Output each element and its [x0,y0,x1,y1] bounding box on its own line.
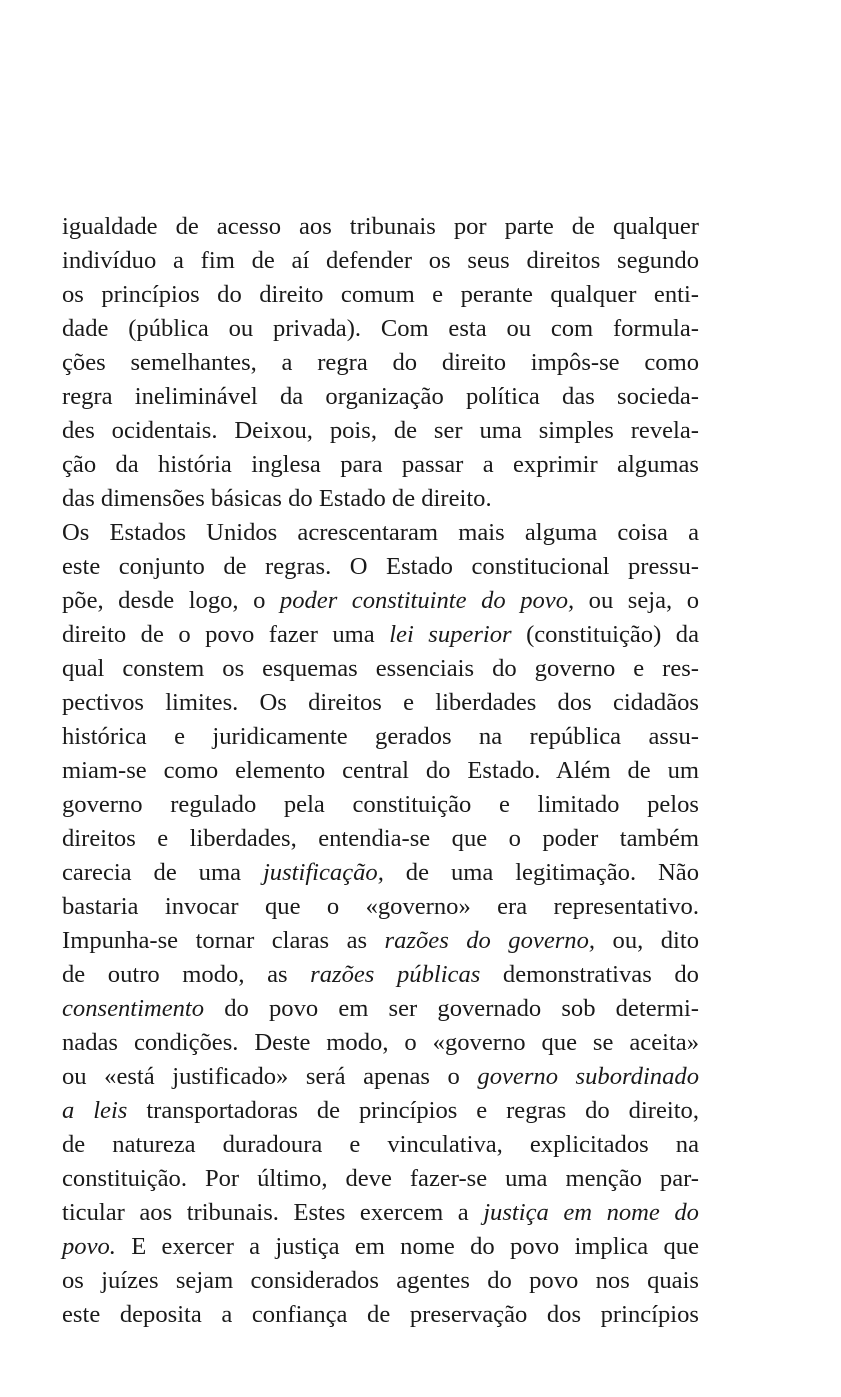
text-line [62,1128,699,1162]
text-span: dade (pública ou privada). Com esta ou com formula- [62,315,699,342]
italic-text: poder constituinte do povo, [279,587,575,614]
text-span: direitos e liberdades, entendia-se que o poder também [62,825,699,852]
text-line [62,788,699,822]
text-line [62,1094,699,1128]
text-span: põe, desde logo, o [62,587,280,614]
text-line [62,482,699,516]
text-line [62,448,699,482]
text-line [62,822,699,856]
text-span: este deposita a confiança de preservação dos princípios [62,1301,699,1328]
text-line [62,1026,699,1060]
text-line [62,754,699,788]
text-span: E exercer a justiça em nome do povo implica que [115,1233,699,1260]
text-span: ou «está justificado» será apenas o [62,1063,478,1090]
text-span: miam-se como elemento central do Estado. Além de um [62,757,699,784]
text-span: constituição. Por último, deve fazer-se uma menção par- [62,1165,699,1192]
text-span: governo regulado pela constituição e limitado pelos [62,791,699,818]
text-span: de natureza duradoura e vinculativa, explicitados na [62,1131,699,1158]
text-span: ou seja, o [574,587,699,614]
text-span: igualdade de acesso aos tribunais por parte de qualquer [62,213,699,240]
text-span: transportadoras de princípios e regras do direito, [127,1097,699,1124]
text-line [62,312,699,346]
text-line [62,720,699,754]
text-line [62,686,699,720]
text-span: (constituição) da [511,621,699,648]
text-span: de outro modo, as [62,961,311,988]
text-span: ou, dito [595,927,699,954]
text-span: ção da história inglesa para passar a exprimir algumas [62,451,699,478]
text-line [62,380,699,414]
italic-text: justiça em nome do [483,1199,699,1226]
text-span: das dimensões básicas do Estado de direito. [62,485,492,512]
italic-text: povo. [62,1233,116,1260]
text-line [62,210,699,244]
text-span: de uma legitimação. Não [383,859,699,886]
italic-text: governo subordinado [477,1063,699,1090]
italic-text: lei superior [389,621,512,648]
text-line [62,958,699,992]
text-line [62,992,699,1026]
text-span: histórica e juridicamente gerados na república assu- [62,723,699,750]
text-span: ções semelhantes, a regra do direito impôs-se como [62,349,699,376]
text-span: bastaria invocar que o «governo» era representativo. [62,893,699,920]
text-line [62,550,699,584]
text-span: nadas condições. Deste modo, o «governo que se aceita» [62,1029,699,1056]
text-span: Os Estados Unidos acrescentaram mais alguma coisa a [62,519,699,546]
text-line [62,414,699,448]
text-line [62,1060,699,1094]
text-span: direito de o povo fazer uma [62,621,390,648]
italic-text: a leis [62,1097,128,1124]
text-line [62,1162,699,1196]
text-line [62,618,699,652]
text-line [62,516,699,550]
text-line [62,1264,699,1298]
text-line [62,346,699,380]
text-line [62,1196,699,1230]
italic-text: razões do governo, [384,927,596,954]
text-line [62,278,699,312]
text-span: des ocidentais. Deixou, pois, de ser uma simples revela- [62,417,699,444]
text-span: regra ineliminável da organização política das socieda- [62,383,699,410]
text-line [62,1298,699,1332]
text-span: este conjunto de regras. O Estado constitucional pressu- [62,553,699,580]
italic-text: justificação, [262,859,384,886]
text-span: os princípios do direito comum e perante qualquer enti- [62,281,699,308]
text-line [62,244,699,278]
text-line [62,652,699,686]
text-span: pectivos limites. Os direitos e liberdades dos cidadãos [62,689,699,716]
text-span: carecia de uma [62,859,263,886]
text-line [62,584,699,618]
text-line [62,1230,699,1264]
text-line [62,856,699,890]
text-span: os juízes sejam considerados agentes do povo nos quais [62,1267,699,1294]
text-span: demonstrativas do [480,961,699,988]
text-line [62,890,699,924]
text-span: indivíduo a fim de aí defender os seus direitos segundo [62,247,699,274]
text-line [62,924,699,958]
text-span: ticular aos tribunais. Estes exercem a [62,1199,484,1226]
italic-text: consentimento [62,995,205,1022]
body-text [62,210,699,1332]
italic-text: razões públicas [310,961,481,988]
text-span: do povo em ser governado sob determi- [204,995,699,1022]
text-span: qual constem os esquemas essenciais do governo e res- [62,655,699,682]
text-span: Impunha-se tornar claras as [62,927,385,954]
